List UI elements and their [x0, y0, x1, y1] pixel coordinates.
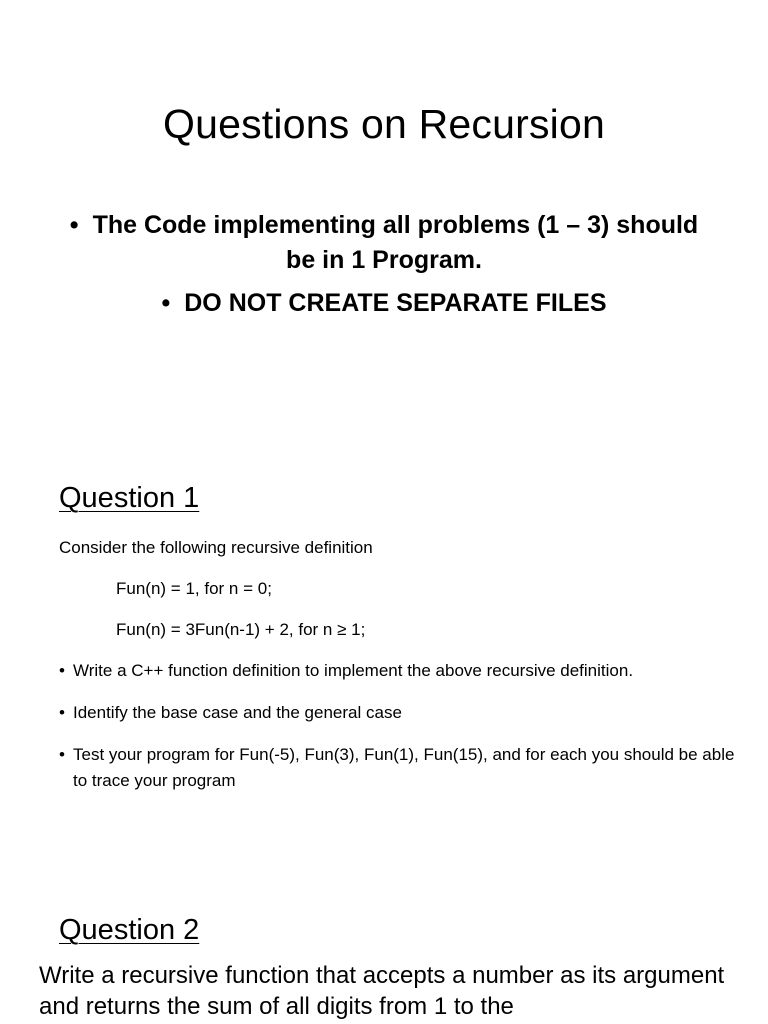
bullet-icon: • — [59, 745, 65, 764]
bullet-icon: • — [69, 211, 79, 239]
formula-base-case: Fun(n) = 1, for n = 0; — [116, 579, 272, 598]
instruction-text: The Code implementing all problems (1 – 3) should be in 1 Program. — [92, 211, 699, 274]
task-list — [59, 658, 749, 810]
slide-title-page — [0, 0, 768, 360]
question-intro: Consider the following recursive definition — [59, 538, 373, 557]
task-text: Test your program for Fun(-5), Fun(3), Fun(1), Fun(15), and for each you should be able to trace your program — [73, 745, 735, 790]
instructions-list — [0, 208, 768, 329]
task-item — [59, 700, 749, 726]
question-text: Write a recursive function that accepts a number as its argument and returns the sum of all digits from 1 to the — [39, 962, 725, 1020]
instruction-text: DO NOT CREATE SEPARATE FILES — [184, 289, 607, 317]
question-heading: Question 2 — [59, 914, 200, 946]
slide-question-1 — [0, 430, 768, 830]
page-title: Questions on Recursion — [163, 101, 605, 147]
task-item — [59, 742, 749, 794]
bullet-icon: • — [59, 703, 65, 722]
task-text: Identify the base case and the general case — [73, 703, 402, 722]
slide-question-2 — [0, 880, 768, 1024]
formula-general-case: Fun(n) = 3Fun(n-1) + 2, for n ≥ 1; — [116, 620, 366, 639]
instruction-item — [0, 286, 768, 321]
bullet-icon: • — [161, 289, 171, 317]
task-text: Write a C++ function definition to implement the above recursive definition. — [73, 661, 634, 680]
task-item — [59, 658, 749, 684]
instruction-item — [0, 208, 768, 278]
bullet-icon: • — [59, 661, 65, 680]
question-heading: Question 1 — [59, 482, 200, 514]
